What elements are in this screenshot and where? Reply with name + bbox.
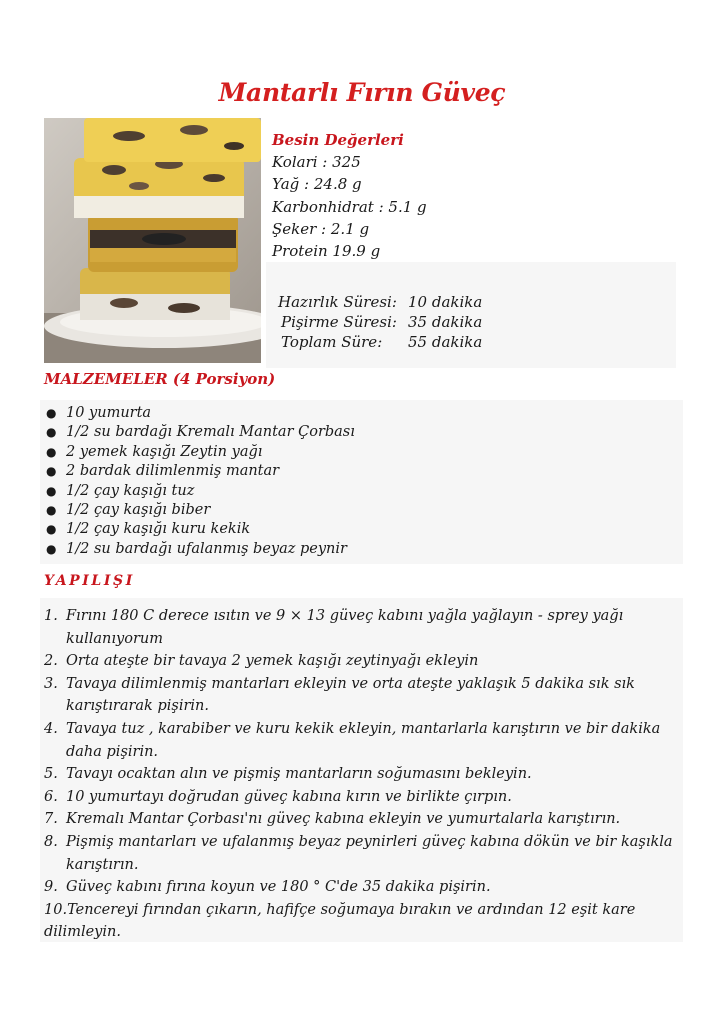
- ingredient-text: 1/2 su bardağı ufalanmış beyaz peynir: [66, 540, 347, 557]
- recipe-title: Mantarlı Fırın Güveç: [218, 78, 506, 107]
- list-item: [44, 520, 355, 539]
- bullet-icon: ●: [46, 464, 57, 479]
- step-text: Tavaya dilimlenmiş mantarları ekleyin ve orta ateşte yaklaşık 5 dakika sık sık karıştırarak pişirin.: [66, 675, 635, 715]
- step-text: Fırını 180 C derece ısıtın ve 9 × 13 güveç kabını yağla yağlayın - sprey yağı kullanıyorum: [66, 608, 624, 647]
- list-item: [44, 540, 355, 559]
- list-item: [44, 423, 355, 442]
- list-item: [44, 482, 355, 501]
- ingredient-text: 1/2 çay kaşığı biber: [66, 502, 211, 519]
- cook-time-row: [278, 312, 482, 332]
- list-item: [44, 650, 680, 673]
- bullet-icon: ●: [46, 503, 57, 518]
- nutrition-item: Şeker : 2.1 g: [272, 219, 370, 238]
- nutrition-item: Kolari : 325: [272, 153, 361, 172]
- list-item: [44, 808, 680, 831]
- step-text: 10 yumurtayı doğrudan güveç kabına kırın ve birlikte çırpın.: [66, 788, 512, 805]
- ingredient-text: 2 yemek kaşığı Zeytin yağı: [66, 443, 263, 460]
- total-time-row: [278, 332, 482, 352]
- bullet-icon: ●: [46, 483, 57, 498]
- cook-time-label: Pişirme Süresi:: [281, 313, 397, 331]
- step-text: Pişmiş mantarları ve ufalanmış beyaz peynirleri güveç kabına dökün ve bir kaşıkla karıştırın.: [66, 833, 673, 873]
- step-text: Tavayı ocaktan alın ve pişmiş mantarların soğumasını bekleyin.: [66, 766, 532, 783]
- prep-time-value: 10 dakika: [408, 293, 483, 311]
- nutrition-heading: Besin Değerleri: [272, 131, 404, 149]
- casserole-photo: [44, 118, 261, 363]
- step-number: 1.: [44, 608, 58, 624]
- ingredient-text: 1/2 çay kaşığı kuru kekik: [66, 521, 251, 538]
- bullet-icon: ●: [46, 425, 57, 440]
- ingredient-text: 2 bardak dilimlenmiş mantar: [66, 463, 280, 480]
- step-number: 3.: [44, 675, 58, 692]
- total-time-label: Toplam Süre:: [281, 333, 383, 351]
- bullet-icon: ●: [46, 444, 57, 459]
- cook-time-value: 35 dakika: [408, 313, 483, 331]
- step-text: Güveç kabını fırına koyun ve 180 ° C'de 35 dakika pişirin.: [66, 879, 491, 896]
- step-number: 7.: [44, 811, 58, 828]
- step-text: Tavaya tuz , karabiber ve kuru kekik ekleyin, mantarlarla karıştırın ve bir dakika daha pişirin.: [66, 720, 661, 760]
- bullet-icon: ●: [46, 541, 57, 556]
- list-item: [44, 501, 355, 520]
- ingredients-list: [44, 404, 355, 559]
- bullet-icon: ●: [46, 406, 57, 420]
- nutrition-item: Yağ : 24.8 g: [272, 175, 362, 194]
- list-item: [44, 763, 680, 786]
- nutrition-item: Karbonhidrat : 5.1 g: [272, 197, 427, 216]
- step-text: Orta ateşte bir tavaya 2 yemek kaşığı zeytinyağı ekleyin: [66, 653, 479, 670]
- steps-heading: YAPILIŞI: [44, 573, 135, 589]
- step-number: 2.: [44, 653, 58, 670]
- list-item: [44, 443, 355, 462]
- step-number: 8.: [44, 833, 58, 850]
- step-number: 5.: [44, 766, 58, 783]
- step-number: 10.: [44, 901, 68, 918]
- step-text: Tencereyi fırından çıkarın, hafifçe soğumaya bırakın ve ardından 12 eşit kare dilimleyin.: [44, 901, 636, 941]
- prep-time-label: Hazırlık Süresi:: [278, 293, 397, 311]
- list-item: [44, 876, 680, 899]
- total-time-value: 55 dakika: [408, 333, 483, 351]
- list-item: [44, 605, 680, 650]
- steps-list: [44, 605, 680, 944]
- step-number: 9.: [44, 879, 58, 896]
- ingredients-heading: MALZEMELER (4 Porsiyon): [44, 370, 276, 388]
- prep-time-row: [278, 292, 482, 312]
- list-item: [44, 462, 355, 481]
- ingredient-text: 1/2 çay kaşığı tuz: [66, 482, 195, 499]
- ingredient-text: 10 yumurta: [66, 405, 152, 421]
- list-item: [44, 404, 355, 423]
- list-item: [44, 831, 680, 876]
- step-text: Kremalı Mantar Çorbası'nı güveç kabına ekleyin ve yumurtalarla karıştırın.: [66, 811, 621, 828]
- list-item: [44, 899, 680, 944]
- bullet-icon: ●: [46, 522, 57, 537]
- times-panel: [278, 292, 482, 352]
- step-number: 4.: [44, 720, 58, 737]
- list-item: [44, 718, 680, 763]
- nutrition-item: Protein 19.9 g: [272, 242, 381, 261]
- step-number: 6.: [44, 788, 58, 805]
- nutrition-panel: [272, 129, 427, 262]
- ingredient-text: 1/2 su bardağı Kremalı Mantar Çorbası: [66, 424, 355, 441]
- list-item: [44, 786, 680, 809]
- list-item: [44, 673, 680, 718]
